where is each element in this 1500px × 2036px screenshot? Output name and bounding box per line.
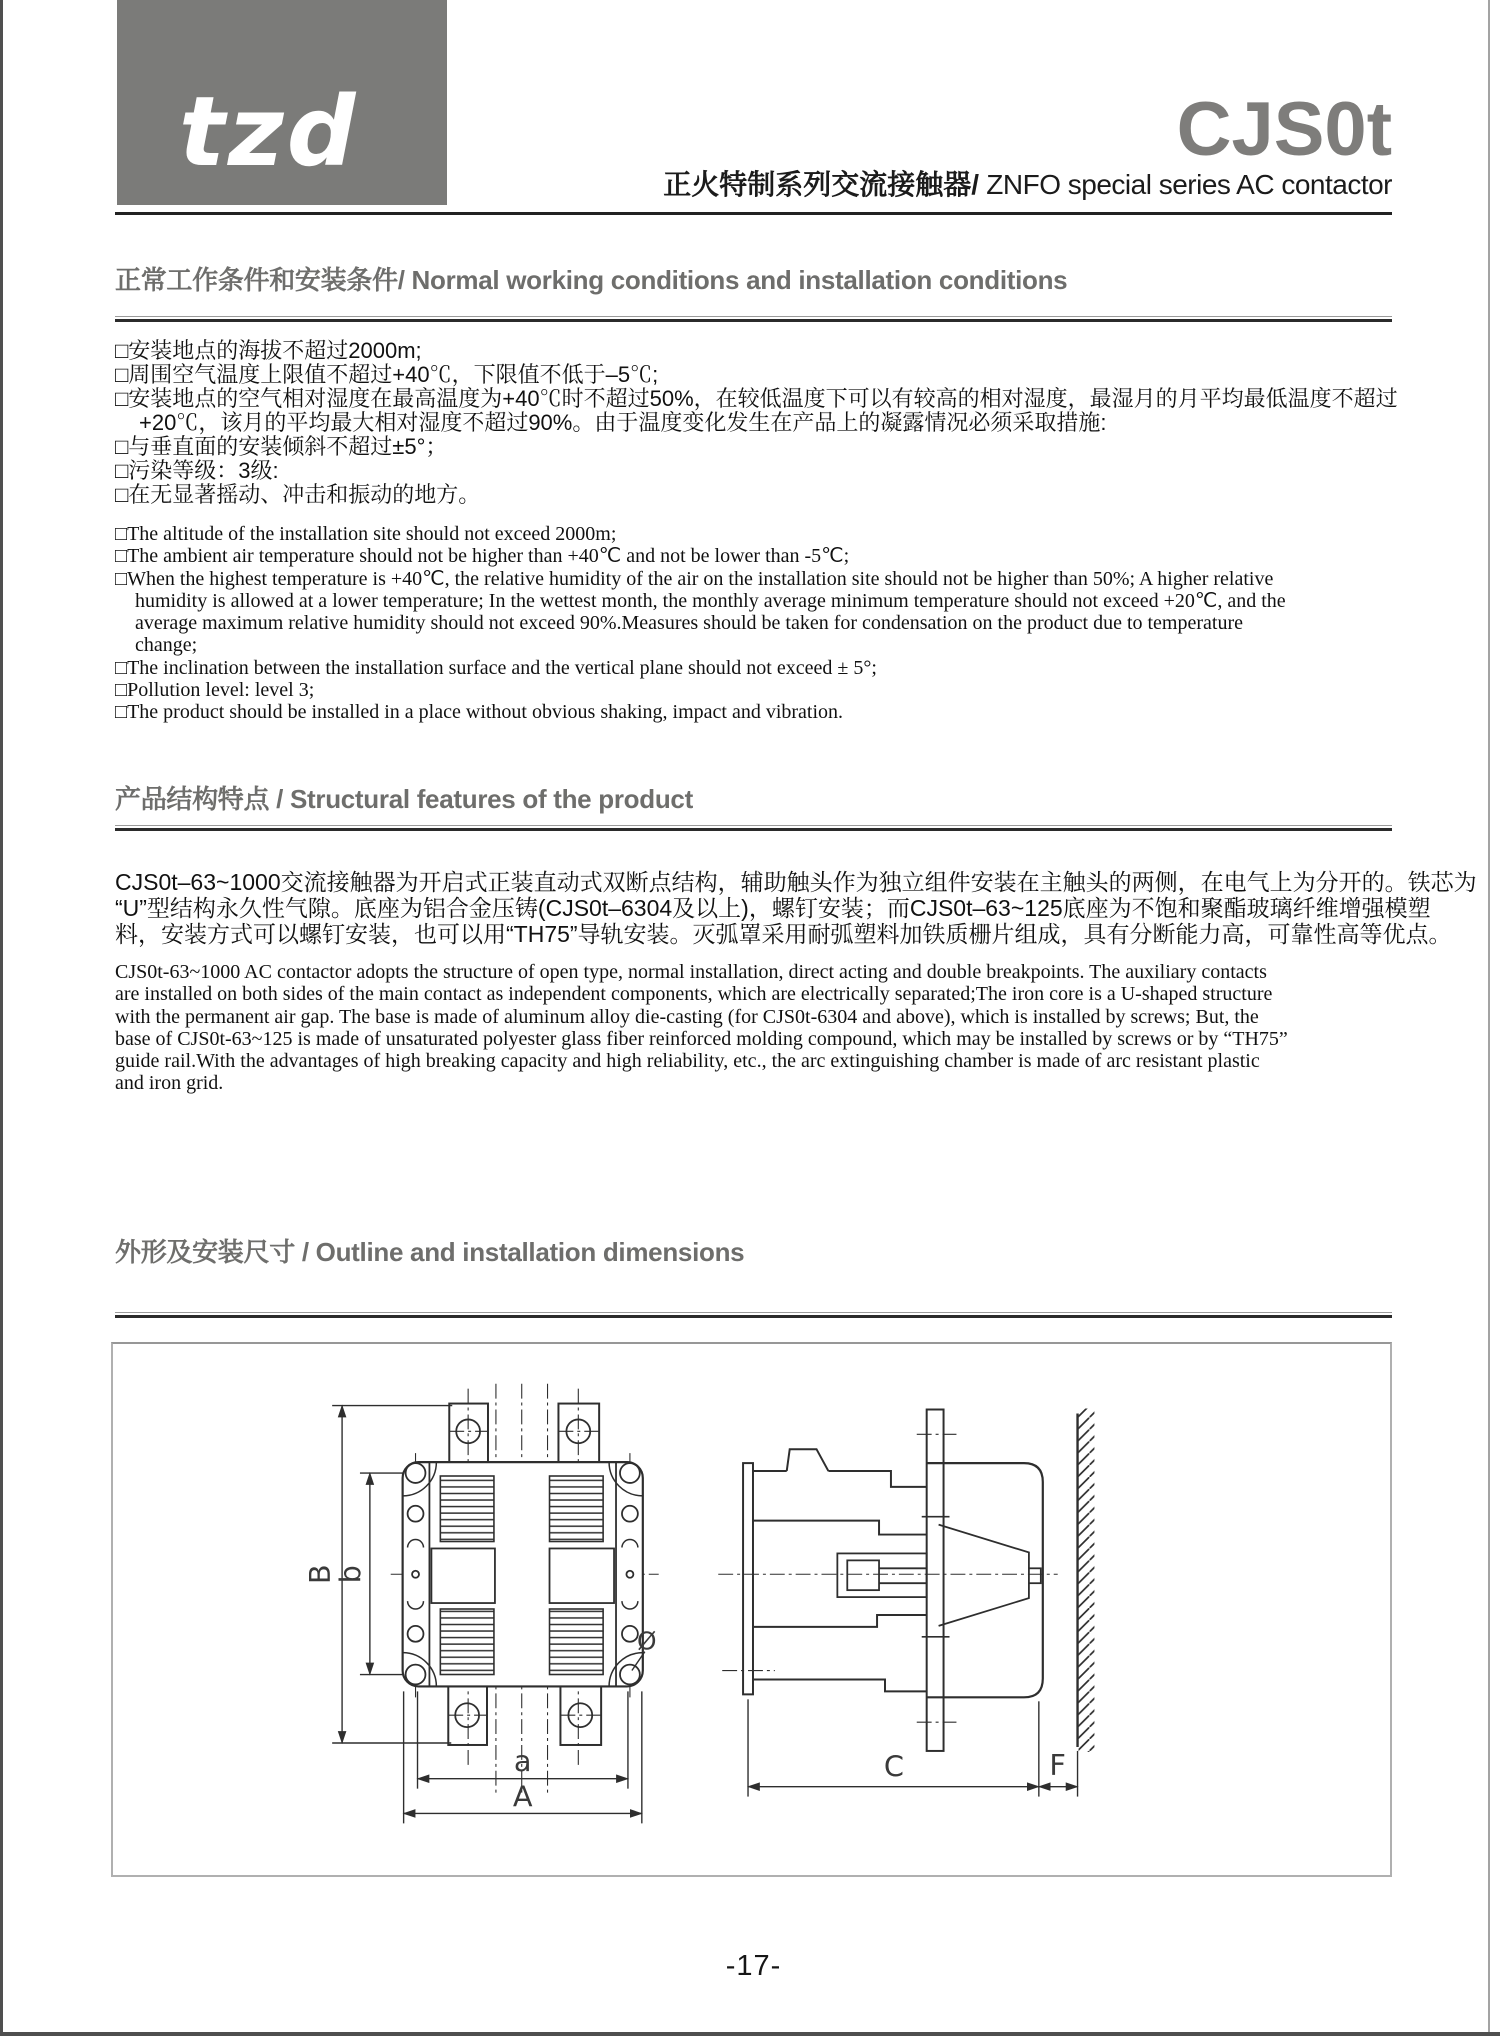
dimension-label-A: A [512,1779,533,1814]
text-line: □When the highest temperature is +40℃, the relative humidity of the air on the installation site should not be higher than 50%; A higher relative [115,567,1274,590]
text-line: □安装地点的海拔不超过2000m; [115,338,422,363]
section-divider-conditions [115,316,1392,322]
dimension-label-B: B [303,1564,338,1585]
text-line: change; [135,634,198,657]
section-divider-features [115,825,1392,831]
text-line: □在无显著摇动、冲击和振动的地方。 [115,482,481,507]
page-border-right [1488,0,1490,2036]
text-line: □与垂直面的安装倾斜不超过±5°； [115,434,448,459]
text-line: are installed on both sides of the main contact as independent components, which are electrically separated;The iron core is a U-shaped structure [115,983,1273,1006]
brand-logo-text: tzd [179,76,359,188]
text-line: base of CJS0t-63~125 is made of unsaturated polyester glass fiber reinforced molding compound, which may be installed by screws or by “TH75” [115,1027,1288,1050]
outline-drawing-box [111,1342,1392,1877]
dimension-label-C: C [883,1749,904,1784]
subtitle-english: ZNFO special series AC contactor [979,169,1392,200]
text-line: “U”型结构永久性气隙。底座为铝合金压铸(CJS0t–6304及以上)，螺钉安装；而CJS0t–63~125底座为不饱和聚酯玻璃纤维增强模塑 [115,895,1431,921]
subtitle-chinese: 正火特制系列交流接触器/ [663,169,980,200]
brand-logo-block [117,0,447,205]
text-line: guide rail.With the advantages of high breaking capacity and high reliability, etc., the arc extinguishing chamber is made of arc resistant plastic [115,1050,1260,1073]
text-line: with the permanent air gap. The base is made of aluminum alloy die-casting (for CJS0t-6304 and above), which is installed by screws; But, the [115,1005,1259,1028]
product-model-title: CJS0t [1176,87,1392,172]
text-line: humidity is allowed at a lower temperature; In the wettest month, the monthly average minimum temperature should not exceed +20℃, and the [135,589,1286,612]
text-line: CJS0t-63~1000 AC contactor adopts the structure of open type, normal installation, direct acting and double breakpoints. The auxiliary contacts [115,961,1267,983]
outline-drawing [113,1344,1390,1875]
text-line: +20℃，该月的平均最大相对湿度不超过90%。由于温度变化发生在产品上的凝露情况必须采取措施: [139,410,1107,435]
dimension-label-F: F [1049,1747,1066,1782]
page-border-bottom [0,2032,1500,2036]
side-view-drawing [718,1409,1094,1797]
page-border-left [0,0,3,2036]
text-line: 料，安装方式可以螺钉安装，也可以用“TH75”导轨安装。灭弧罩采用耐弧塑料加铁质栅片组成，具有分断能力高，可靠性高等优点。 [115,921,1452,947]
dimension-label-a: a [513,1743,532,1778]
dimension-label-b: b [332,1565,367,1584]
text-line: □The altitude of the installation site should not exceed 2000m; [115,523,617,545]
text-line: □安装地点的空气相对湿度在最高温度为+40℃时不超过50%，在较低温度下可以有较高的相对湿度，最湿月的月平均最低温度不超过 [115,386,1398,411]
section-title-features: 产品结构特点 / Structural features of the product [115,784,693,814]
text-line: □The ambient air temperature should not be higher than +40℃ and not be lower than -5℃; [115,545,850,568]
section-divider-outline [115,1312,1392,1318]
features-paragraph-chinese [115,869,1477,947]
text-line: CJS0t–63~1000交流接触器为开启式正装直动式双断点结构，辅助触头作为独立组件安装在主触头的两侧，在电气上为分开的。铁芯为 [115,869,1477,895]
section-title-conditions: 正常工作条件和安装条件/ Normal working conditions and installation conditions [115,265,1068,295]
dimension-label-diameter: Ø [637,1626,657,1656]
text-line: □The product should be installed in a place without obvious shaking, impact and vibration. [115,701,844,724]
front-view-drawing [332,1384,659,1824]
header-divider [115,212,1392,215]
features-paragraph-english [115,961,1397,1095]
text-line: average maximum relative humidity should not exceed 90%.Measures should be taken for condensation on the product due to temperature [135,612,1243,635]
conditions-list-english [115,523,1397,724]
conditions-list-chinese [115,339,1397,507]
text-line: □周围空气温度上限值不超过+40℃，下限值不低于–5℃; [115,362,659,387]
text-line: □污染等级：3级: [115,458,279,483]
text-line: □The inclination between the installation surface and the vertical plane should not exceed ± 5°; [115,656,877,679]
product-subtitle [663,168,1392,202]
text-line: □Pollution level: level 3; [115,679,315,702]
section-title-outline: 外形及安装尺寸 / Outline and installation dimensions [115,1237,745,1267]
text-line: and iron grid. [115,1072,224,1095]
page-number: -17- [725,1950,782,1982]
